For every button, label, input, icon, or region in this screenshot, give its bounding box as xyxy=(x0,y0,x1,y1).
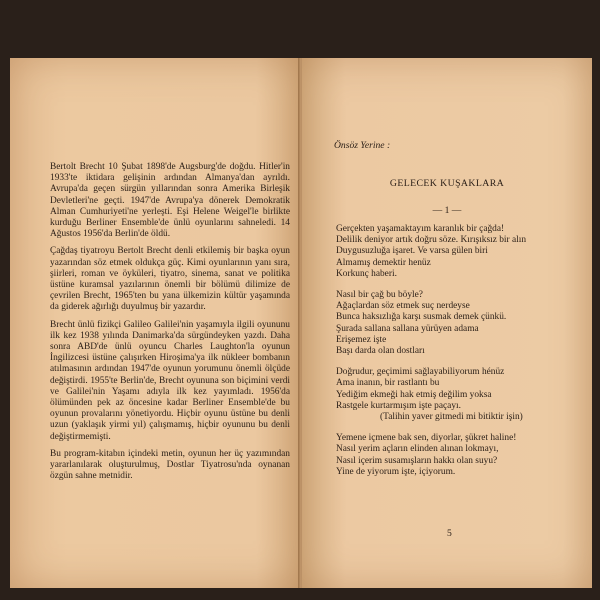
stanza-2 xyxy=(336,290,581,357)
poem-line: Nasıl yerim açların elinden alınan lokmayı, xyxy=(336,444,499,455)
poem-line: Gerçekten yaşamaktayım karanlık bir çağda! xyxy=(336,224,505,234)
poem-line: Nasıl içerim susamışların hakkı olan suyu? xyxy=(336,455,498,466)
poem-line: Ama inanın, bir rastlantı bu xyxy=(336,378,440,389)
section-number: — 1 — xyxy=(432,205,462,216)
stanza-1 xyxy=(336,224,581,280)
poem-line: Bunca haksızlığa karşı susmak demek çünkü. xyxy=(336,312,507,323)
preface-header: Önsöz Yerine : xyxy=(334,140,391,151)
poem-line: Duygusuzluğa işaret. Ve varsa gülen biri xyxy=(336,246,488,257)
poem-line: Almamış demektir henüz xyxy=(336,257,431,268)
poem-line: Yemene içmene bak sen, diyorlar, şükret haline! xyxy=(336,433,517,444)
poem-line: Ağaçlardan söz etmek suç nerdeyse xyxy=(336,301,470,312)
poem-line: (Talihin yaver gitmedi mi bitiktir işin) xyxy=(380,412,523,423)
poem-line: Doğrudur, geçimimi sağlayabiliyorum hénüz xyxy=(336,367,505,378)
paragraph-3: Brecht ünlü fizikçi Galileo Galilei'nin yaşamıyla ilgili oyununu ilk kez 1938 yılında Danimarka'da sürgündeyken yazdı. Daha sonra ABD'de ünlü oyuncu Charles Laughton'la oyunun İngilizcesi üstüne çalışırken Hiroşima'ya ilk nükleer bombanın atılmasının ardından 1947'de oyunun yorumunu önemli ölçüde değiştirdi. 1955'te Berlin'de, Brecht oyununa son biçimini verdi ve Galilei'nin Yaşamı adıyla ilk kez yayımladı. 1956'da ölümünden pek az öncesine kadar Berliner Ensemble'de bu oyunun provalarını yönetiyordu. Hiçbir oyunu üstüne bu denli uzun (yaklaşık yirmi yıl) çalışmamış, hiçbir oyununu bu denli değiştirmemişti. xyxy=(50,319,290,442)
stanza-4 xyxy=(336,433,581,478)
poem-line: Erişemez işte xyxy=(336,334,387,345)
right-page xyxy=(302,58,592,588)
poem-line: Yediğim ekmeği hak etmiş değilim yoksa xyxy=(336,389,492,400)
poem-line: Şurada sallana sallana yürüyen adama xyxy=(336,323,479,334)
page-number: 5 xyxy=(447,528,452,539)
left-page xyxy=(10,58,300,588)
paragraph-4: Bu program-kitabın içindeki metin, oyunun her üç yazımından yararlanılarak oluşturulmuş, Dostlar Tiyatrosu'nda oynanan özgün sahne metnidir. xyxy=(50,448,290,482)
poem xyxy=(336,224,581,488)
poem-title: GELECEK KUŞAKLARA xyxy=(389,178,505,189)
intro-text xyxy=(50,162,290,488)
poem-line: Yine de yiyorum işte, içiyorum. xyxy=(336,466,456,477)
paragraph-1: Bertolt Brecht 10 Şubat 1898'de Augsburg'de doğdu. Hitler'in 1933'te iktidara gelişinin ardından Almanya'dan ayrıldı. Avrupa'da geçen sürgün yıllarından sonra Amerika Birleşik Devletleri'ne geçti. 1947'de Avrupa'ya dönerek Demokratik Alman Cumhuriyeti'ne yerleşti. Eşi Helene Weigel'le birlikte kurduğu Berliner Ensemble'de ünlü oyunlarını sahneledi. 14 Ağustos 1956'da Berlin'de öldü. xyxy=(50,162,290,240)
poem-line: Nasıl bir çağ bu böyle? xyxy=(336,290,423,301)
poem-line: Rastgele kurtarmışım işte paçayı. xyxy=(336,400,461,411)
poem-line: Delilik deniyor artık doğru söze. Kırışıksız bir alın xyxy=(336,235,527,246)
paragraph-2: Çağdaş tiyatroyu Bertolt Brecht denli etkilemiş bir başka oyun yazarından söz etmek oldukça güç. Kimi oyunlarının yanı sıra, şiirleri, roman ve öyküleri, tiyatro, sinema, sanat ve politika üstüne kuramsal yazılarının önemli bir bölümü dilimize de çevrilen Brecht, 1965'ten bu yana ülkemizin kültür yaşamında da giderek ağırlığı duyulmuş bir yazardır. xyxy=(50,246,290,313)
stanza-3 xyxy=(336,367,581,423)
poem-line: Başı darda olan dostları xyxy=(336,346,425,357)
poem-line: Korkunç haberi. xyxy=(336,268,397,279)
